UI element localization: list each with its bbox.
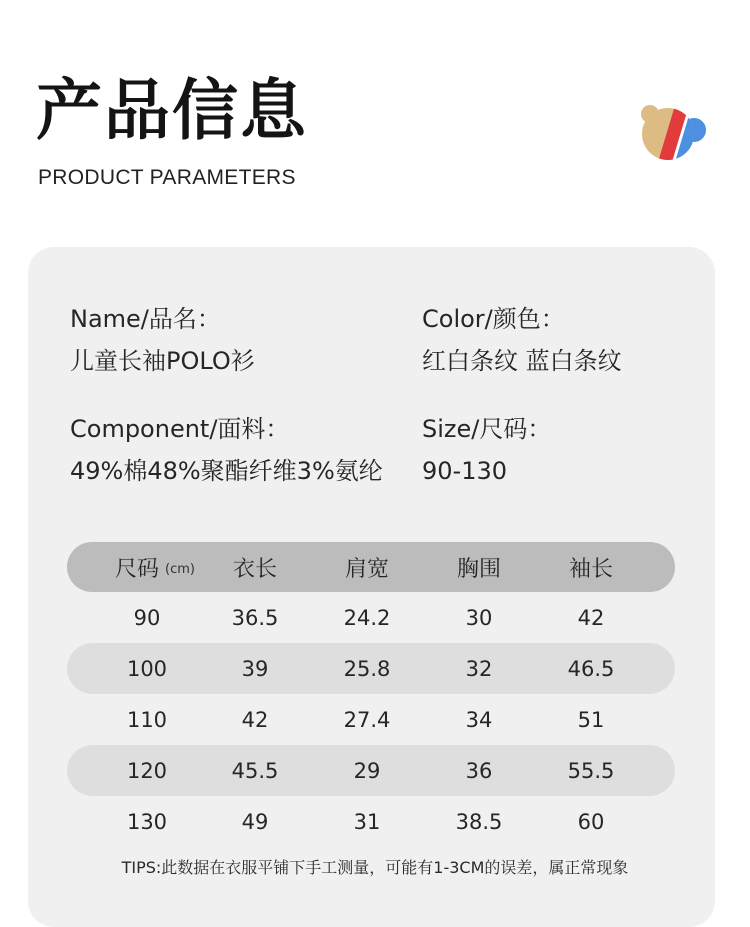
cell-shoulder: 25.8 [343,656,391,681]
cell-sleeve: 42 [577,605,605,630]
cell-sleeve: 46.5 [567,656,615,681]
cell-size: 100 [126,656,168,681]
param-name-label: Name/品名： [70,305,221,333]
page-subtitle: PRODUCT PARAMETERS [38,166,296,189]
cell-shoulder: 31 [353,809,381,834]
cell-sleeve: 51 [577,707,605,732]
cell-size: 90 [133,605,161,630]
param-component-value: 49%棉48%聚酯纤维3%氨纶 [70,457,383,485]
header-shoulder: 肩宽 [344,556,389,582]
param-name-value: 儿童长袖POLO衫 [70,347,255,375]
param-color [422,307,622,373]
cell-length: 49 [241,809,269,834]
header-length: 衣长 [232,556,277,582]
param-size-label: Size/尺码： [422,415,552,443]
cell-chest: 30 [465,605,493,630]
param-component-label: Component/面料： [70,415,290,443]
bear-stripe-logo-icon [638,102,710,162]
cell-size: 130 [126,809,168,834]
table-row [67,796,675,847]
table-row [67,745,675,796]
cell-sleeve: 60 [577,809,605,834]
param-size-value: 90-130 [422,457,508,485]
cell-chest: 36 [465,758,493,783]
cell-shoulder: 29 [353,758,381,783]
size-table [67,542,675,847]
cell-chest: 32 [465,656,493,681]
param-color-value: 红白条纹 蓝白条纹 [422,347,622,375]
cell-length: 36.5 [231,605,279,630]
cell-length: 42 [241,707,269,732]
table-row [67,643,675,694]
cell-shoulder: 27.4 [343,707,391,732]
cell-size: 110 [126,707,168,732]
table-row [67,592,675,643]
size-table-header [67,542,675,592]
param-component [70,417,383,483]
page-title: 产品信息 [36,72,308,149]
cell-size: 120 [126,758,168,783]
cell-chest: 38.5 [455,809,503,834]
header-size-label: 尺码 [115,556,160,582]
cell-shoulder: 24.2 [343,605,391,630]
param-size [422,417,551,483]
header-chest: 胸围 [456,556,501,582]
header-sleeve: 袖长 [568,556,613,582]
cell-sleeve: 55.5 [567,758,615,783]
param-color-label: Color/颜色： [422,305,565,333]
table-row [67,694,675,745]
measurement-tips: TIPS:此数据在衣服平铺下手工测量，可能有1-3CM的误差，属正常现象 [121,858,629,877]
cell-length: 39 [241,656,269,681]
cell-chest: 34 [465,707,493,732]
header-size-unit: (cm) [165,561,195,577]
cell-length: 45.5 [231,758,279,783]
param-name [70,307,255,373]
